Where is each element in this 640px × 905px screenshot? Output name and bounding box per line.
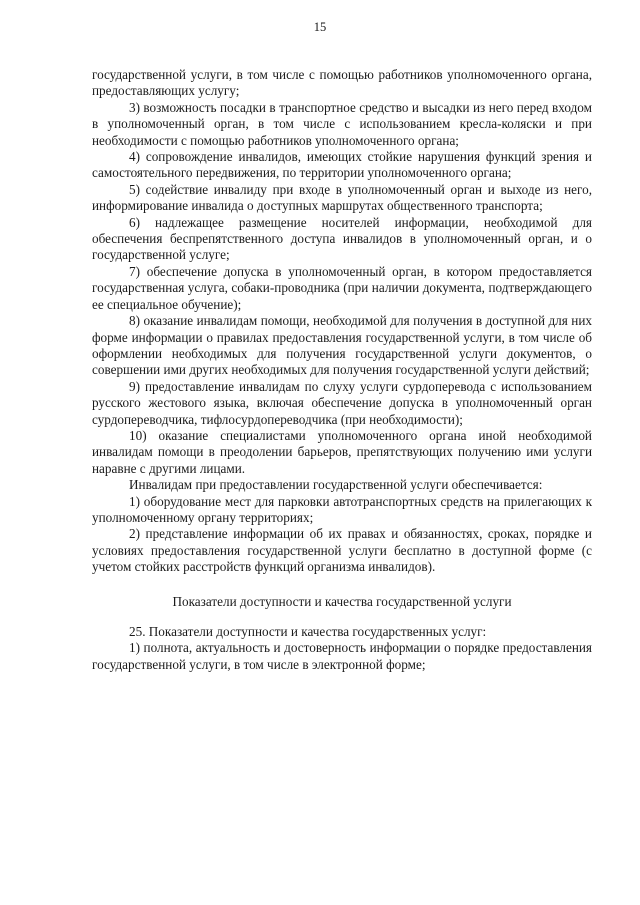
paragraph-item-10: 10) оказание специалистами уполномоченного органа иной необходимой инвалидам помощи в преодолении барьеров, препятствующих получению ими услуги наравне с другими лицами. — [92, 427, 592, 476]
section-heading: Показатели доступности и качества государственной услуги — [172, 593, 512, 609]
page-number: 15 — [313, 20, 327, 34]
paragraph-item-8: 8) оказание инвалидам помощи, необходимой для получения в доступной для них форме информации о правилах предоставления государственной услуги, в том числе об оформлении необходимых для получения государственной услуги документов, о совершении ими других необходимых для получения государственной услуги действий; — [92, 313, 592, 378]
paragraph-item-5: 5) содействие инвалиду при входе в уполномоченный орган и выходе из него, информирование инвалида о доступных маршрутах общественного транспорта; — [92, 181, 592, 214]
document-body — [92, 67, 592, 673]
paragraph-provision-1: 1) оборудование мест для парковки автотранспортных средств на прилегающих к уполномоченному органу территориях; — [92, 493, 592, 525]
paragraph-continuation: государственной услуги, в том числе с помощью работников уполномоченного органа, предоставляющих услугу; — [92, 67, 592, 99]
paragraph-item-4: 4) сопровождение инвалидов, имеющих стойкие нарушения функций зрения и самостоятельного передвижения, по территории уполномоченного органа; — [92, 149, 592, 181]
paragraph-item-3: 3) возможность посадки в транспортное средство и высадки из него перед входом в уполномоченный орган, в том числе с использованием кресла-коляски и при необходимости с помощью работников уполномоченного органа; — [92, 99, 592, 148]
paragraph-item-9: 9) предоставление инвалидам по слуху услуги сурдоперевода с использованием русского жестового языка, включая обеспечение допуска в уполномоченный орган сурдопереводчика, тифлосурдопереводчика (при необходимости); — [92, 378, 592, 427]
paragraph-item-7: 7) обеспечение допуска в уполномоченный орган, в котором предоставляется государственная услуга, собаки-проводника (при наличии документа, подтверждающего ее специальное обучение); — [92, 263, 592, 312]
paragraph-provision-2: 2) представление информации об их правах и обязанностях, сроках, порядке и условиях предоставления государственной услуги бесплатно в доступной форме (с учетом стойких расстройств функций организма инвалидов). — [92, 526, 592, 575]
paragraph-section-25: 25. Показатели доступности и качества государственных услуг: — [129, 624, 487, 639]
paragraph-item-6: 6) надлежащее размещение носителей информации, необходимой для обеспечения беспрепятственного доступа инвалидов в уполномоченный орган, и о государственной услуге; — [92, 214, 592, 263]
paragraph-disabled-provisions-intro: Инвалидам при предоставлении государственной услуги обеспечивается: — [129, 477, 543, 493]
paragraph-indicator-1: 1) полнота, актуальность и достоверность информации о порядке предоставления государственной услуги, в том числе в электронной форме; — [92, 640, 592, 672]
